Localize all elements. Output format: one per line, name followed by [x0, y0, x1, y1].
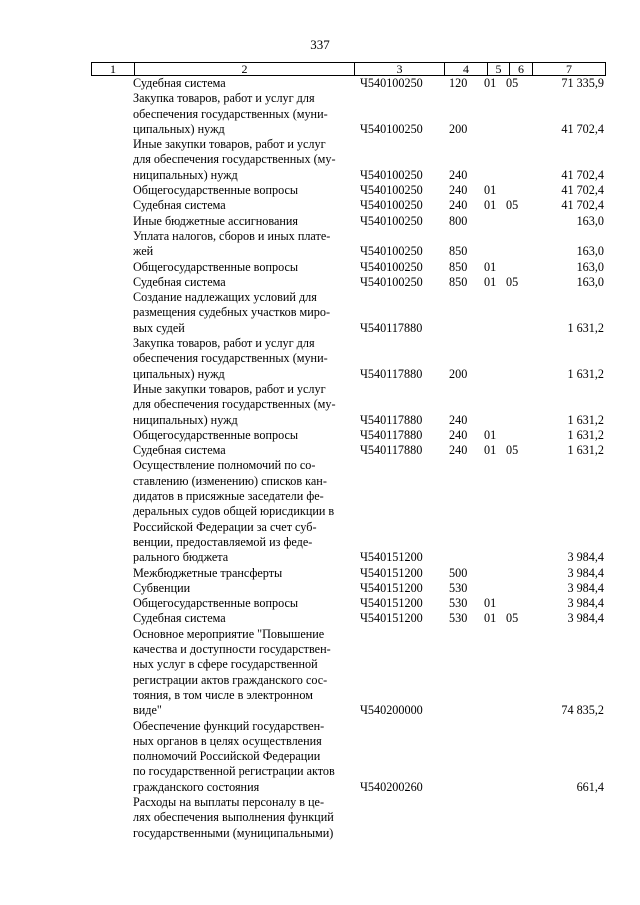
row-name-line: качества и доступности государствен-: [133, 642, 331, 656]
table-row: [0, 290, 640, 336]
header-col-4: 4: [445, 63, 488, 75]
table-row: [0, 581, 640, 596]
row-vr: 850: [449, 244, 468, 259]
row-sum: 41 702,4: [561, 167, 604, 182]
row-pr: 05: [506, 198, 519, 213]
row-name-line: Общегосударственные вопросы: [133, 596, 299, 611]
header-col-6: 6: [510, 63, 533, 75]
header-col-7: 7: [566, 62, 572, 76]
row-name: [133, 596, 350, 611]
row-name-line: дидатов в присяжные заседатели фе-: [133, 489, 324, 504]
row-name: [133, 137, 350, 183]
table-row: [0, 91, 640, 137]
row-name-line: ниципальных) нужд: [133, 167, 238, 182]
row-name: [133, 229, 350, 260]
row-code: Ч540117880: [360, 366, 423, 381]
row-name-line: Общегосударственные вопросы: [133, 427, 299, 442]
row-rz: 01: [484, 183, 497, 198]
row-name-line: размещения судебных участков миро-: [133, 305, 331, 320]
row-name-line: Иные закупки товаров, работ и услуг: [133, 381, 326, 396]
row-code: Ч540100250: [360, 213, 423, 228]
row-code: Ч540117880: [360, 320, 423, 335]
row-code: Ч540151200: [360, 596, 423, 611]
row-sum: 1 631,2: [567, 412, 604, 427]
row-name-line: Субвенции: [133, 580, 191, 595]
row-sum: 163,0: [576, 244, 604, 259]
row-name-line: Судебная система: [133, 443, 226, 458]
table-row: [0, 382, 640, 428]
row-vr: 800: [449, 213, 468, 228]
row-vr: 530: [449, 611, 468, 626]
row-rz: 01: [484, 443, 497, 458]
row-name: [133, 611, 350, 626]
row-name-line: Иные бюджетные ассигнования: [133, 213, 299, 228]
table-row: [0, 428, 640, 443]
row-rz: 01: [484, 427, 497, 442]
row-name-line: по государственной регистрации актов: [133, 764, 335, 779]
row-pr: 05: [506, 611, 519, 626]
row-rz: 01: [484, 198, 497, 213]
row-name-line: Закупка товаров, работ и услуг для: [133, 336, 315, 351]
header-col-2: 2: [135, 63, 355, 75]
row-vr: 240: [449, 412, 468, 427]
row-name-line: Расходы на выплаты персоналу в це-: [133, 795, 325, 809]
row-name: [133, 336, 350, 382]
row-name-line: полномочий Российской Федерации: [133, 749, 321, 764]
row-code: Ч540100250: [360, 121, 423, 136]
row-name-line: деральных судов общей юрисдикции в: [133, 504, 335, 519]
row-name: [133, 566, 350, 581]
table-row: [0, 260, 640, 275]
table-row: [0, 596, 640, 611]
row-vr: 240: [449, 183, 468, 198]
table-row: [0, 458, 640, 565]
row-sum: 3 984,4: [567, 596, 604, 611]
row-name-line: Судебная система: [133, 611, 226, 626]
row-code: Ч540117880: [360, 427, 423, 442]
row-name: [133, 290, 350, 336]
page-number: 337: [310, 37, 330, 52]
row-code: Ч540117880: [360, 412, 423, 427]
row-name-line: ных услуг в сфере государственной: [133, 657, 318, 672]
table-row: [0, 229, 640, 260]
row-name: [133, 183, 350, 198]
row-code: Ч540100250: [360, 198, 423, 213]
row-name-line: Обеспечение функций государствен-: [133, 718, 325, 733]
row-name-line: вых судей: [133, 320, 185, 335]
row-vr: 530: [449, 580, 468, 595]
table-row: [0, 566, 640, 581]
row-name-line: для обеспечения государственных (му-: [133, 397, 336, 412]
row-sum: 661,4: [576, 779, 604, 794]
row-name: [133, 91, 350, 137]
table-body: [0, 76, 640, 841]
row-vr: 240: [449, 427, 468, 442]
row-name: [133, 275, 350, 290]
row-name-line: ных органов в целях осуществления: [133, 733, 322, 748]
row-sum: 71 335,9: [561, 76, 604, 90]
row-name-line: гражданского состояния: [133, 779, 260, 794]
row-pr: 05: [506, 76, 519, 90]
row-name-line: обеспечения государственных (муни-: [133, 351, 328, 366]
row-rz: 01: [484, 259, 497, 274]
row-name-line: ниципальных) нужд: [133, 412, 238, 427]
row-name-line: обеспечения государственных (муни-: [133, 106, 328, 121]
header-col-3: 3: [355, 63, 445, 75]
row-rz: 01: [484, 611, 497, 626]
row-rz: 01: [484, 274, 497, 289]
row-name-line: ципальных) нужд: [133, 366, 225, 381]
row-sum: 3 984,4: [567, 565, 604, 580]
row-name-line: Закупка товаров, работ и услуг для: [133, 91, 315, 106]
row-vr: 200: [449, 121, 468, 136]
row-name-line: Осуществление полномочий по со-: [133, 458, 316, 473]
row-name-line: лях обеспечения выполнения функций: [133, 810, 334, 825]
row-name-line: ставлению (изменению) списков кан-: [133, 473, 327, 488]
row-name: [133, 719, 350, 795]
row-name: [133, 198, 350, 213]
row-name: [133, 443, 350, 458]
row-vr: 850: [449, 274, 468, 289]
row-name-line: рального бюджета: [133, 550, 229, 565]
row-code: Ч540100250: [360, 76, 423, 90]
table-row: [0, 611, 640, 626]
row-name-line: Судебная система: [133, 76, 226, 90]
row-name: [133, 795, 350, 841]
row-vr: 530: [449, 596, 468, 611]
row-vr: 200: [449, 366, 468, 381]
row-name-line: Судебная система: [133, 198, 226, 213]
table-row: [0, 719, 640, 796]
row-name-line: Межбюджетные трансферты: [133, 565, 283, 580]
row-pr: 05: [506, 443, 519, 458]
header-col-5: 5: [488, 63, 510, 75]
row-code: Ч540100250: [360, 183, 423, 198]
row-name: [133, 382, 350, 428]
row-name-line: государственными (муниципальными): [133, 825, 334, 840]
row-name: [133, 581, 350, 596]
row-sum: 3 984,4: [567, 550, 604, 565]
row-name-line: Создание надлежащих условий для: [133, 290, 317, 305]
row-name: [133, 260, 350, 275]
row-code: Ч540200260: [360, 779, 423, 794]
row-code: Ч540151200: [360, 611, 423, 626]
table-row: [0, 198, 640, 213]
row-name-line: Российской Федерации за счет суб-: [133, 519, 317, 534]
row-sum: 41 702,4: [561, 121, 604, 136]
row-code: Ч540151200: [360, 565, 423, 580]
table-header: [91, 62, 606, 76]
row-code: Ч540100250: [360, 167, 423, 182]
row-sum: 163,0: [576, 274, 604, 289]
row-code: Ч540151200: [360, 580, 423, 595]
table-row: [0, 214, 640, 229]
row-vr: 240: [449, 198, 468, 213]
row-vr: 240: [449, 167, 468, 182]
row-pr: 05: [506, 274, 519, 289]
row-name-line: Уплата налогов, сборов и иных плате-: [133, 228, 331, 243]
row-name-line: Общегосударственные вопросы: [133, 259, 299, 274]
header-col-1: 1: [92, 63, 135, 75]
row-vr: 120: [449, 76, 468, 90]
row-vr: 500: [449, 565, 468, 580]
row-sum: 41 702,4: [561, 183, 604, 198]
row-sum: 74 835,2: [561, 703, 604, 718]
row-code: Ч540100250: [360, 244, 423, 259]
row-name-line: Общегосударственные вопросы: [133, 183, 299, 198]
row-code: Ч540100250: [360, 274, 423, 289]
row-name-line: венции, предоставляемой из феде-: [133, 534, 313, 549]
row-vr: 240: [449, 443, 468, 458]
row-name: [133, 627, 350, 719]
row-name-line: Иные закупки товаров, работ и услуг: [133, 137, 326, 152]
row-name-line: жей: [133, 244, 154, 259]
row-code: Ч540117880: [360, 443, 423, 458]
table-row: [0, 443, 640, 458]
row-vr: 850: [449, 259, 468, 274]
row-name: [133, 428, 350, 443]
row-name-line: для обеспечения государственных (му-: [133, 152, 336, 167]
row-name-line: Основное мероприятие "Повышение: [133, 626, 325, 641]
row-name-line: ципальных) нужд: [133, 121, 225, 136]
row-sum: 163,0: [576, 213, 604, 228]
table-row: [0, 336, 640, 382]
row-name-line: тояния, в том числе в электронном: [133, 687, 313, 702]
row-sum: 41 702,4: [561, 198, 604, 213]
table-row: [0, 183, 640, 198]
table-row: [0, 76, 640, 91]
row-name: [133, 458, 350, 565]
row-sum: 1 631,2: [567, 366, 604, 381]
row-rz: 01: [484, 76, 497, 90]
row-sum: 3 984,4: [567, 580, 604, 595]
row-sum: 1 631,2: [567, 427, 604, 442]
table-row: [0, 627, 640, 719]
row-sum: 1 631,2: [567, 443, 604, 458]
row-name-line: виде": [133, 703, 162, 718]
row-name-line: Судебная система: [133, 274, 226, 289]
table-row: [0, 137, 640, 183]
table-row: [0, 275, 640, 290]
row-sum: 163,0: [576, 259, 604, 274]
row-code: Ч540151200: [360, 550, 423, 565]
table-row: [0, 795, 640, 841]
row-name-line: регистрации актов гражданского сос-: [133, 672, 328, 687]
row-sum: 3 984,4: [567, 611, 604, 626]
row-name: [133, 76, 350, 91]
row-sum: 1 631,2: [567, 320, 604, 335]
row-name: [133, 214, 350, 229]
row-rz: 01: [484, 596, 497, 611]
row-code: Ч540200000: [360, 703, 423, 718]
row-code: Ч540100250: [360, 259, 423, 274]
